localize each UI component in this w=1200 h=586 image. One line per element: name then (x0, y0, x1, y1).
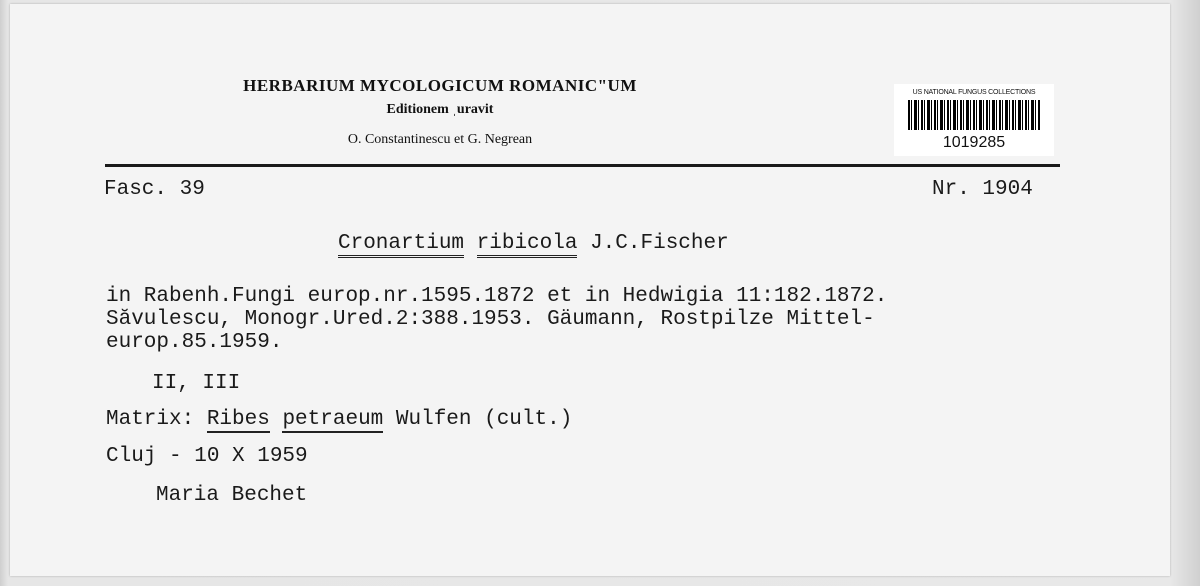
header-divider (105, 164, 1060, 167)
barcode-sticker (894, 84, 1054, 156)
reference-line: in Rabenh.Fungi europ.nr.1595.1872 et in Hedwigia 11:182.1872. (106, 285, 888, 308)
species-genus: Cronartium (338, 232, 464, 258)
reference-line: europ.85.1959. (106, 331, 283, 354)
host-genus: Ribes (206, 408, 270, 431)
locality-date: Cluj - 10 X 1959 (106, 445, 308, 468)
matrix-prefix: Matrix: (106, 408, 195, 431)
herbarium-label (10, 4, 1170, 576)
host-author: Wulfen (cult.) (395, 408, 573, 431)
species-author: J.C.Fischer (590, 232, 729, 255)
editors-line: O. Constantinescu et G. Negrean (347, 132, 533, 147)
edition-line: Editionem ˌuravit (386, 102, 494, 117)
barcode-caption: US NATIONAL FUNGUS COLLECTIONS (912, 89, 1036, 96)
barcode-number: 1019285 (942, 134, 1006, 151)
spore-stages: II, III (152, 372, 241, 395)
host-epithet: petraeum (282, 408, 384, 431)
fascicle-number: Fasc. 39 (104, 178, 205, 201)
barcode-icon (908, 100, 1040, 130)
reference-line: Săvulescu, Monogr.Ured.2:388.1953. Gäumann, Rostpilze Mittel- (106, 308, 875, 331)
species-name (338, 232, 729, 255)
collector-name: Maria Bechet (156, 484, 308, 507)
institution-title: HERBARIUM MYCOLOGICUM ROMANIC"UM (243, 76, 637, 95)
host-matrix (106, 408, 572, 431)
specimen-number: Nr. 1904 (932, 178, 1033, 201)
species-epithet: ribicola (477, 232, 578, 258)
